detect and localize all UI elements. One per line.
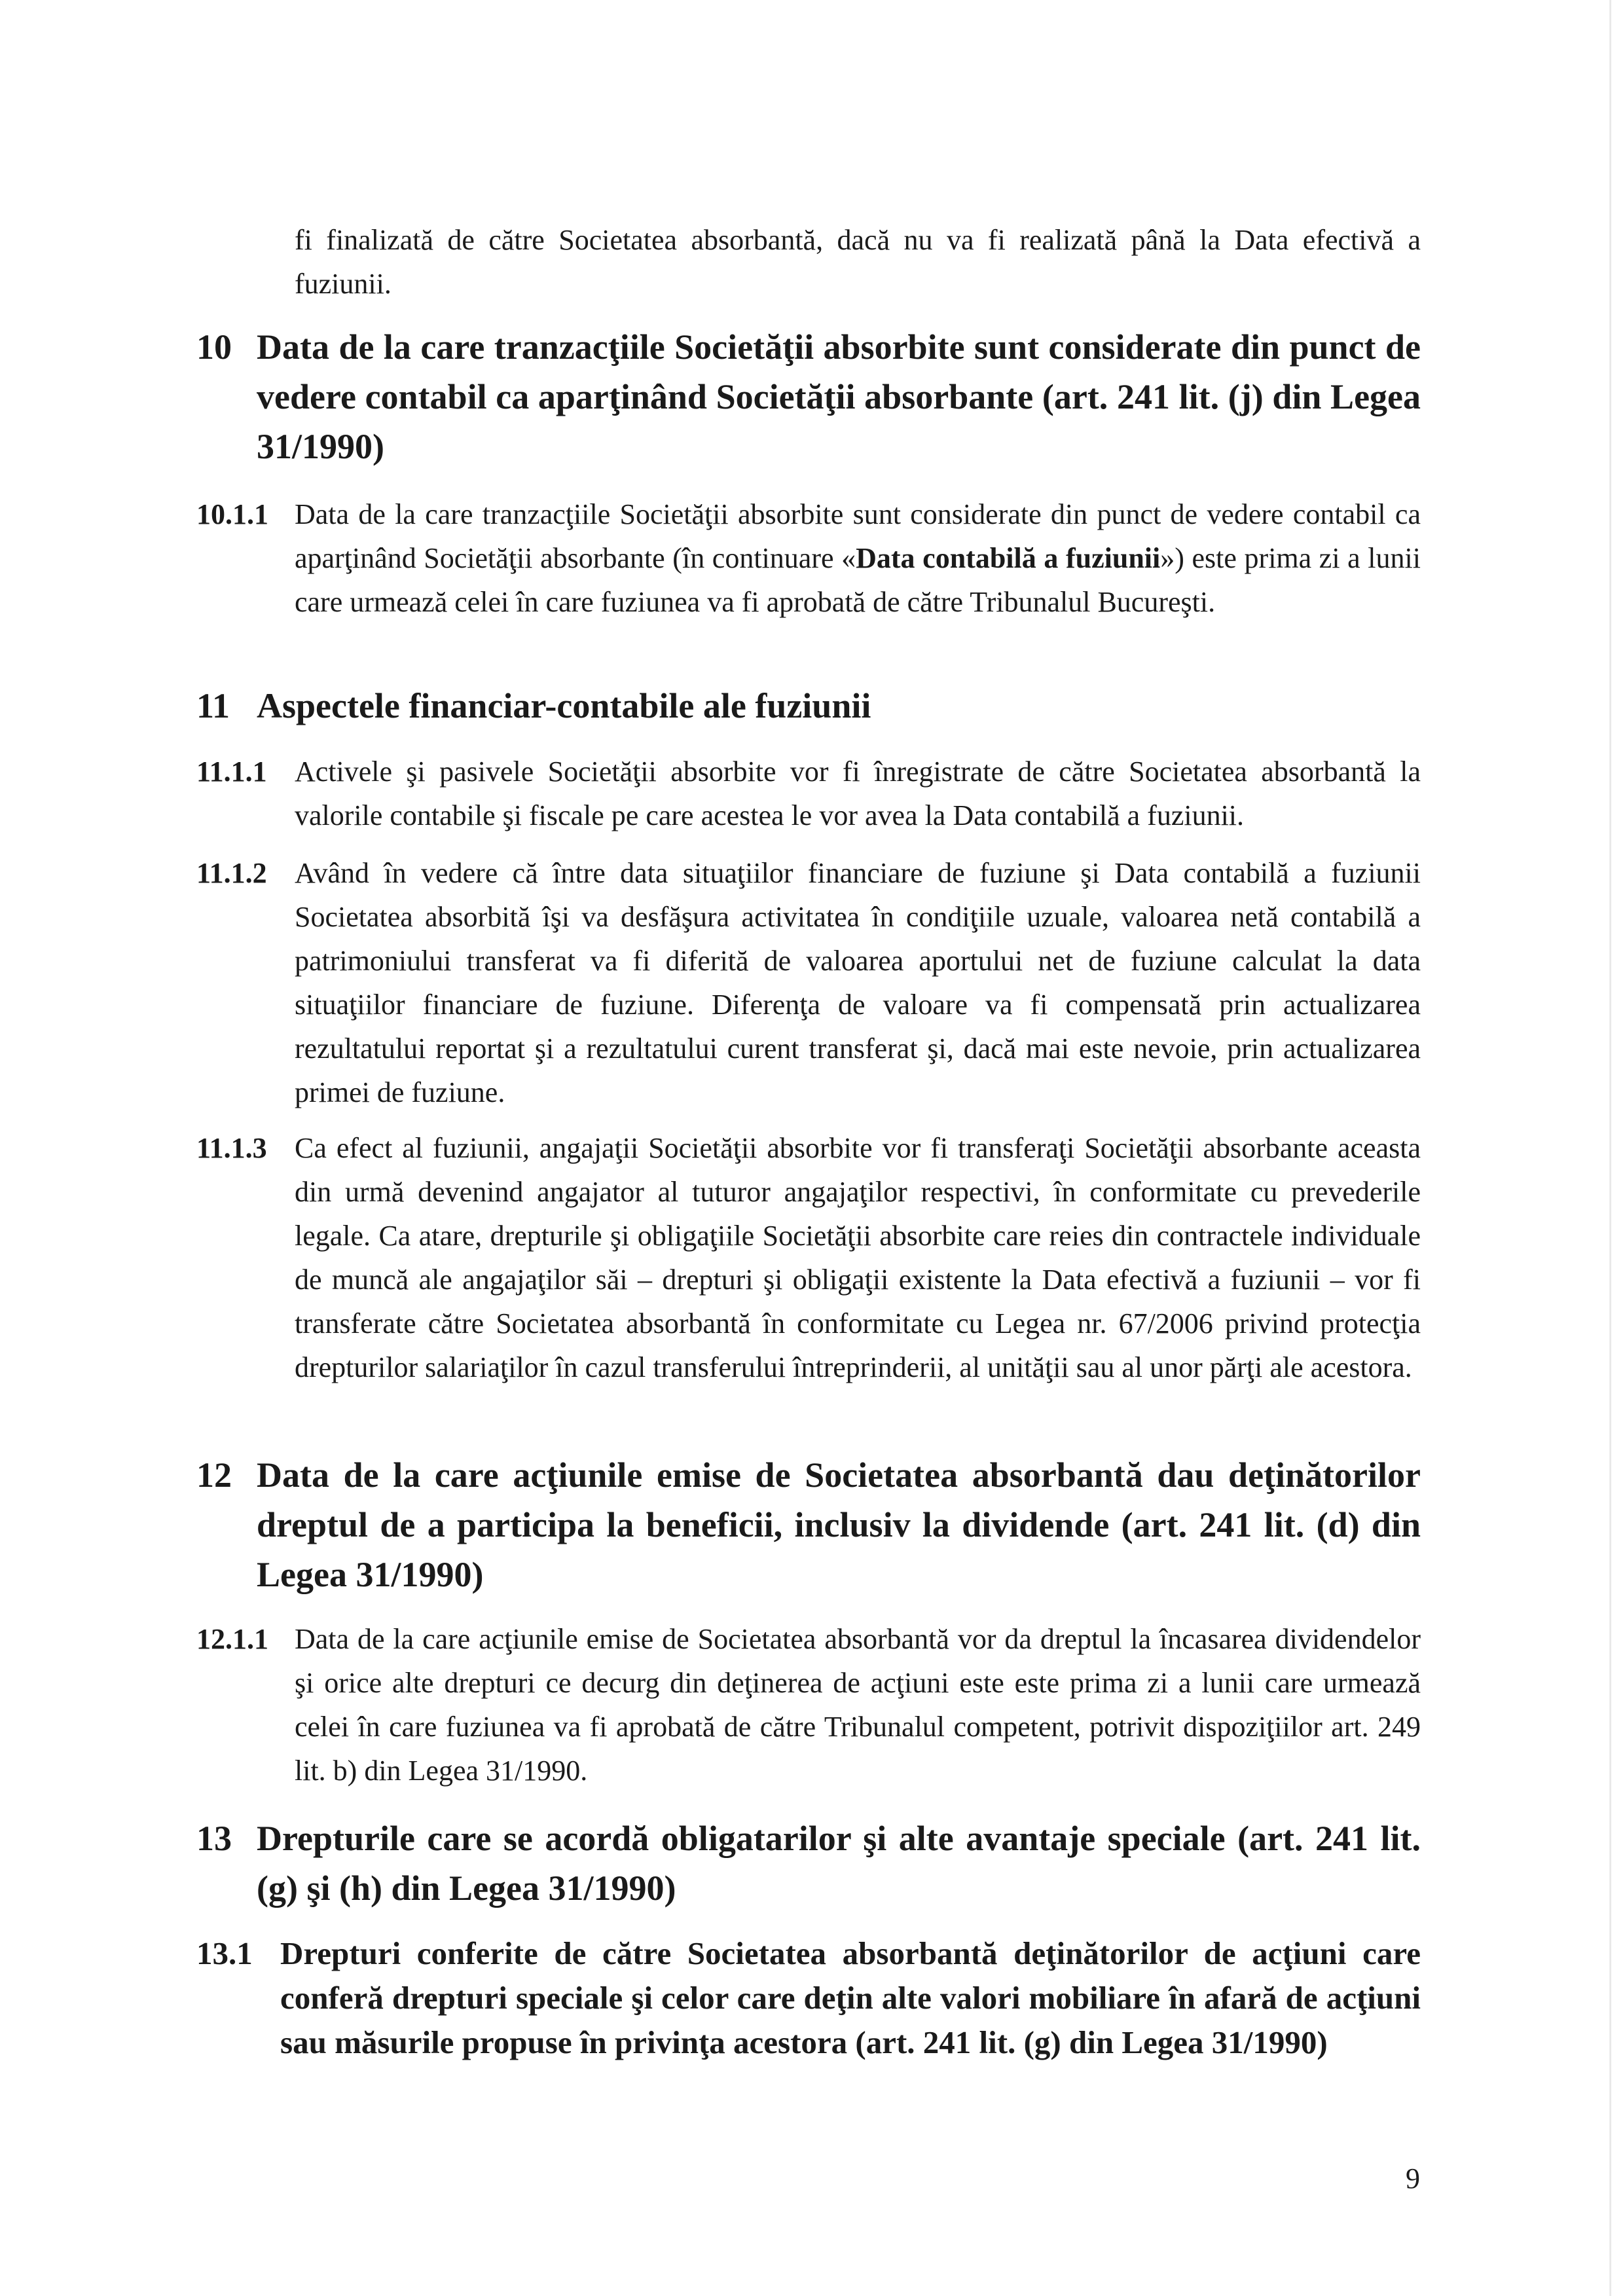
page-edge-shadow: [1609, 0, 1611, 2296]
clause-text: Activele şi pasivele Societăţii absorbite vor fi înregistrate de către Societatea absorbantă la valorile contabile şi fiscale pe care acestea le vor avea la Data contabilă a fuziunii.: [295, 756, 1421, 831]
page-number: 9: [1406, 2162, 1420, 2195]
section-heading-13: [196, 1813, 1421, 1913]
clause-number: 11.1.3: [196, 1132, 267, 1164]
clause-text: [295, 492, 1421, 624]
section-number: 10: [196, 327, 232, 367]
section-heading-12: [196, 1450, 1421, 1599]
clause-11-1-3: [196, 1126, 1421, 1389]
clause-number: 11.1.2: [196, 857, 267, 889]
section-title: Aspectele financiar-contabile ale fuziunii: [257, 686, 871, 725]
subsection-heading-13-1: [196, 1931, 1421, 2065]
clause-text: Data de la care acţiunile emise de Societatea absorbantă vor da dreptul la încasarea dividendelor şi orice alte drepturi ce decurg din deţinerea de acţiuni este este prima zi a lunii care urmează celei în care fuziunea va fi aprobată de către Tribunalul competent, potrivit dispoziţiilor art. 249 lit. b) din Legea 31/1990.: [295, 1623, 1421, 1787]
section-number: 12: [196, 1455, 232, 1495]
clause-12-1-1: [196, 1617, 1421, 1793]
clause-text: Având în vedere că între data situaţiilor financiare de fuziune şi Data contabilă a fuziunii Societatea absorbită îşi va desfăşura activitatea în condiţiile uzuale, valoarea netă contabilă a patrimoniului transferat va fi diferită de valoarea aportului net de fuziune calculat la data situaţiilor financiare de fuziune. Diferenţa de valoare va fi compensată prin actualizarea rezultatului reportat şi a rezultatului curent transferat şi, dacă mai este nevoie, prin actualizarea primei de fuziune.: [295, 857, 1421, 1108]
section-heading-11: [196, 681, 1421, 731]
subsection-number: 13.1: [196, 1935, 253, 1971]
clause-11-1-1: [196, 750, 1421, 837]
clause-10-1-1: [196, 492, 1421, 624]
clause-text-after: ») este prima zi a lunii care urmează celei în care fuziunea va fi aprobată de către Tribunalul Bucureşti.: [295, 542, 1421, 618]
section-heading-10: [196, 322, 1421, 471]
section-title: Data de la care acţiunile emise de Societatea absorbantă dau deţinătorilor dreptul de a participa la beneficii, inclusiv la dividende (art. 241 lit. (d) din Legea 31/1990): [257, 1455, 1421, 1594]
defined-term: Data contabilă a fuziunii: [856, 542, 1161, 574]
section-title: Data de la care tranzacţiile Societăţii absorbite sunt considerate din punct de vedere contabil ca aparţinând Societăţii absorbante (art. 241 lit. (j) din Legea 31/1990): [257, 327, 1421, 466]
section-number: 13: [196, 1819, 232, 1858]
clause-number: 10.1.1: [196, 498, 268, 530]
clause-text: Ca efect al fuziunii, angajaţii Societăţii absorbite vor fi transferaţi Societăţii absorbante aceasta din urmă devenind angajator al tuturor angajaţilor respectivi, în conformitate cu prevederile legale. Ca atare, drepturile şi obligaţiile Societăţii absorbite care reies din contractele individuale de muncă ale angajaţilor săi – drepturi şi obligaţii existente la Data efectivă a fuziunii – vor fi transferate către Societatea absorbantă în conformitate cu Legea nr. 67/2006 privind protecţia drepturilor salariaţilor în cazul transferului întreprinderii, al unităţii sau al unor părţi ale acestora.: [295, 1132, 1421, 1383]
clause-number: 12.1.1: [196, 1623, 268, 1655]
paragraph-text: fi finalizată de către Societatea absorbantă, dacă nu va fi realizată până la Data efectivă a fuziunii.: [295, 224, 1421, 300]
subsection-title: Drepturi conferite de către Societatea absorbantă deţinătorilor de acţiuni care conferă drepturi speciale şi celor care deţin alte valori mobiliare în afară de acţiuni sau măsurile propuse în privinţa acestora (art. 241 lit. (g) din Legea 31/1990): [280, 1935, 1421, 2060]
clause-11-1-2: [196, 851, 1421, 1114]
clause-number: 11.1.1: [196, 756, 267, 788]
clause-text-before: Data de la care tranzacţiile Societăţii absorbite sunt considerate din punct de vedere contabil ca aparţinând Societăţii absorbante (în continuare «: [295, 498, 1421, 574]
section-number: 11: [196, 686, 230, 725]
continuation-paragraph: [295, 218, 1421, 306]
section-title: Drepturile care se acordă obligatarilor şi alte avantaje speciale (art. 241 lit. (g) şi (h) din Legea 31/1990): [257, 1819, 1421, 1908]
